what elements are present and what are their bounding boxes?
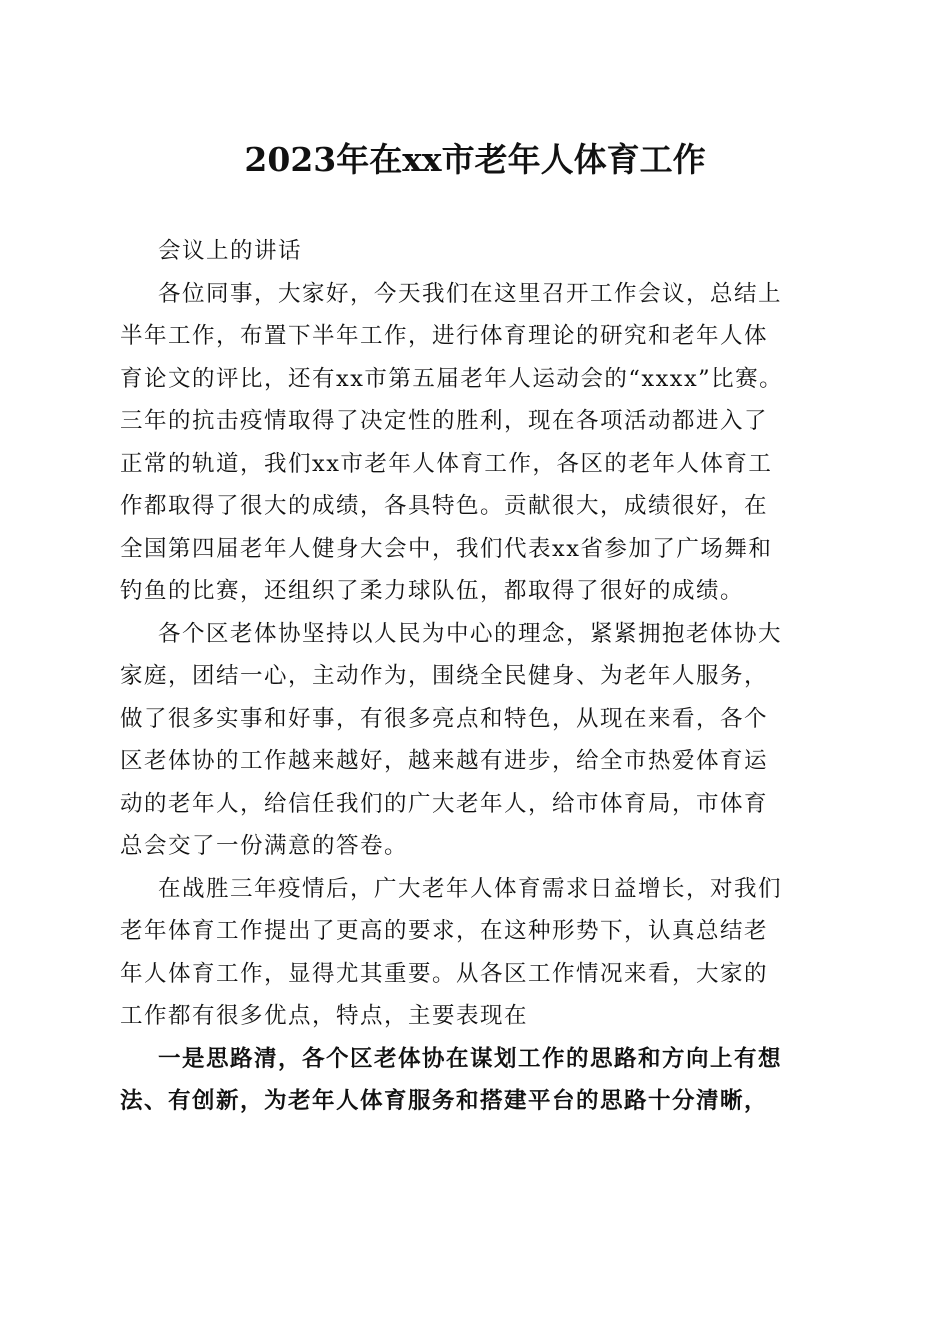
text-line: 半年工作，布置下半年工作，进行体育理论的研究和老年人体 [120, 323, 769, 349]
document-body [120, 230, 832, 1123]
text-line: 一是思路清，各个区老体协在谋划工作的思路和方向上有想 [158, 1045, 783, 1072]
text-line: 作都取得了很大的成绩，各具特色。贡献很大，成绩很好，在 [120, 493, 769, 519]
text-line: 年人体育工作，显得尤其重要。从各区工作情况来看，大家的 [120, 960, 769, 987]
text-line: 各个区老体协坚持以人民为中心的理念，紧紧拥抱老体协大 [158, 620, 783, 647]
text-line: 老年体育工作提出了更高的要求，在这种形势下，认真总结老 [120, 918, 769, 944]
text-line: 在战胜三年疫情后，广大老年人体育需求日益增长，对我们 [158, 875, 783, 902]
text-line: 全国第四届老年人健身大会中，我们代表xx省参加了广场舞和 [120, 535, 773, 562]
text-line: 家庭，团结一心，主动作为，围绕全民健身、为老年人服务， [120, 663, 769, 689]
text-line: 区老体协的工作越来越好，越来越有进步，给全市热爱体育运 [120, 748, 769, 774]
text-line: 做了很多实事和好事，有很多亮点和特色，从现在来看，各个 [120, 705, 769, 732]
text-line: 各位同事，大家好，今天我们在这里召开工作会议，总结上 [158, 280, 783, 307]
text-line: 工作都有很多优点，特点，主要表现在 [120, 1003, 529, 1029]
document-title: 2023年在xx市老年人体育工作 [244, 140, 706, 179]
text-line: 动的老年人，给信任我们的广大老年人，给市体育局，市体育 [120, 790, 769, 817]
text-line: 育论文的评比，还有xx市第五届老年人运动会的“xxxx”比赛。 [120, 365, 784, 392]
text-line: 会议上的讲话 [158, 238, 303, 264]
text-line: 法、有创新，为老年人体育服务和搭建平台的思路十分清晰， [120, 1088, 769, 1114]
text-line: 正常的轨道，我们xx市老年人体育工作，各区的老年人体育工 [120, 450, 773, 477]
text-line: 三年的抗击疫情取得了决定性的胜利，现在各项活动都进入了 [120, 408, 769, 434]
text-line: 总会交了一份满意的答卷。 [120, 833, 409, 859]
text-line: 钓鱼的比赛，还组织了柔力球队伍，都取得了很好的成绩。 [120, 578, 745, 604]
